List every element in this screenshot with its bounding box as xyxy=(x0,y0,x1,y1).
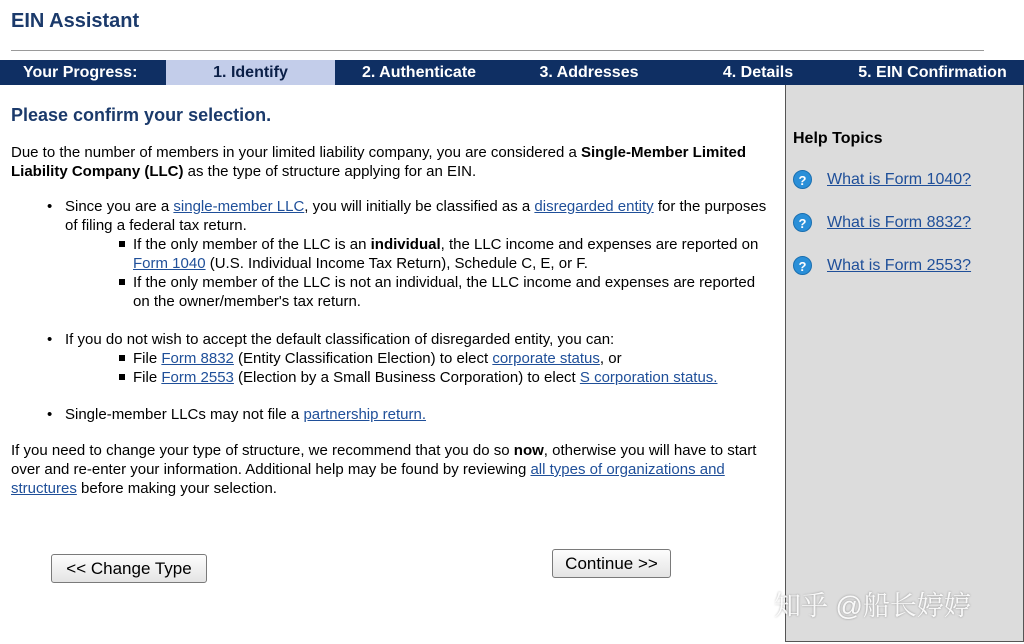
sub1-text-2: , the LLC income and expenses are reported on xyxy=(440,236,759,253)
progress-step-authenticate: 2. Authenticate xyxy=(361,64,477,81)
page-heading: Please confirm your selection. xyxy=(11,105,272,125)
help-topics-title: Help Topics xyxy=(793,130,883,147)
progress-step-identify: 1. Identify xyxy=(166,60,335,85)
b2sub1-text-3: , or xyxy=(599,350,622,367)
sub-list-item xyxy=(119,235,767,273)
disregarded-entity-link[interactable]: disregarded entity xyxy=(534,198,654,215)
progress-bar xyxy=(0,60,1024,85)
question-icon: ? xyxy=(793,213,812,232)
closing-text-2: , otherwise you will have to start over and re-enter your information. Additional help may be found by reviewing xyxy=(11,442,757,478)
partnership-return-link[interactable]: partnership return. xyxy=(303,406,427,423)
bullet3-text: Single-member LLCs may not file a xyxy=(65,406,304,423)
question-icon: ? xyxy=(793,170,812,189)
partnership-note-list xyxy=(47,405,767,424)
all-types-of-organizations-link[interactable]: all types of organizations and structures xyxy=(11,461,725,497)
alternative-options-list xyxy=(47,330,767,387)
intro-text-1: Due to the number of members in your limited liability company, you are considered a xyxy=(11,144,581,161)
help-link-form-2553[interactable]: What is Form 2553? xyxy=(827,256,972,274)
s-corporation-status-link[interactable]: S corporation status. xyxy=(579,369,718,386)
help-link-form-8832[interactable]: What is Form 8832? xyxy=(827,213,972,231)
list-item xyxy=(47,405,767,424)
closing-paragraph xyxy=(11,441,771,498)
sub2-text: If the only member of the LLC is not an individual, the LLC income and expenses are reported on the owner/member's tax return. xyxy=(133,274,756,310)
list-item xyxy=(47,197,767,311)
app-title: EIN Assistant xyxy=(11,10,140,32)
help-item-form-2553[interactable] xyxy=(793,256,971,275)
b2sub1-text-1: File xyxy=(133,350,162,367)
help-link-form-1040[interactable]: What is Form 1040? xyxy=(827,170,972,188)
sub1-bold-individual: individual xyxy=(370,236,441,253)
b2sub2-text-1: File xyxy=(133,369,162,386)
help-item-form-1040[interactable] xyxy=(793,170,971,189)
sub1-text-3: (U.S. Individual Income Tax Return), Schedule C, E, or F. xyxy=(205,255,588,272)
bullet1-text-3: for the purposes of filing a federal tax return. xyxy=(65,198,767,234)
title-divider xyxy=(11,50,984,51)
single-member-llc-link[interactable]: single-member LLC xyxy=(173,198,305,215)
closing-text-1: If you need to change your type of structure, we recommend that you do so xyxy=(11,442,514,459)
corporate-status-link[interactable]: corporate status xyxy=(492,350,600,367)
sub-list-item xyxy=(119,368,767,387)
intro-text-2: as the type of structure applying for an EIN. xyxy=(183,163,477,180)
help-item-form-8832[interactable] xyxy=(793,213,971,232)
sub-list-item xyxy=(119,273,767,311)
form-8832-link[interactable]: Form 8832 xyxy=(161,350,234,367)
list-item xyxy=(47,330,767,387)
sub1-text-1: If the only member of the LLC is an xyxy=(133,236,371,253)
sub-list xyxy=(119,235,767,311)
watermark-text: 知乎 @船长婷婷 xyxy=(774,591,971,621)
progress-step-addresses: 3. Addresses xyxy=(539,64,639,81)
form-1040-link[interactable]: Form 1040 xyxy=(133,255,206,272)
question-icon: ? xyxy=(793,256,812,275)
sub-list xyxy=(119,349,767,387)
main-content xyxy=(0,85,785,644)
intro-bold-structure: Single-Member Limited Liability Company (LLC) xyxy=(11,144,747,180)
form-2553-link[interactable]: Form 2553 xyxy=(161,369,234,386)
b2sub1-text-2: (Entity Classification Election) to elect xyxy=(233,350,493,367)
continue-button[interactable]: Continue >> xyxy=(552,549,671,578)
progress-step-details: 4. Details xyxy=(722,64,794,81)
intro-paragraph xyxy=(11,143,771,181)
change-type-button[interactable]: << Change Type xyxy=(51,554,207,583)
bullet1-text-2: , you will initially be classified as a xyxy=(304,198,535,215)
closing-bold-now: now xyxy=(513,442,544,459)
b2sub2-text-2: (Election by a Small Business Corporation) to elect xyxy=(233,369,580,386)
progress-label: Your Progress: xyxy=(23,64,138,81)
bullet2-text: If you do not wish to accept the default classification of disregarded entity, you can: xyxy=(65,331,615,348)
progress-step-ein-confirmation: 5. EIN Confirmation xyxy=(858,64,1007,81)
help-sidebar xyxy=(785,85,1024,642)
bullet1-text-1: Since you are a xyxy=(65,198,174,215)
sub-list-item xyxy=(119,349,767,368)
classification-list xyxy=(47,197,767,311)
closing-text-3: before making your selection. xyxy=(76,480,277,497)
